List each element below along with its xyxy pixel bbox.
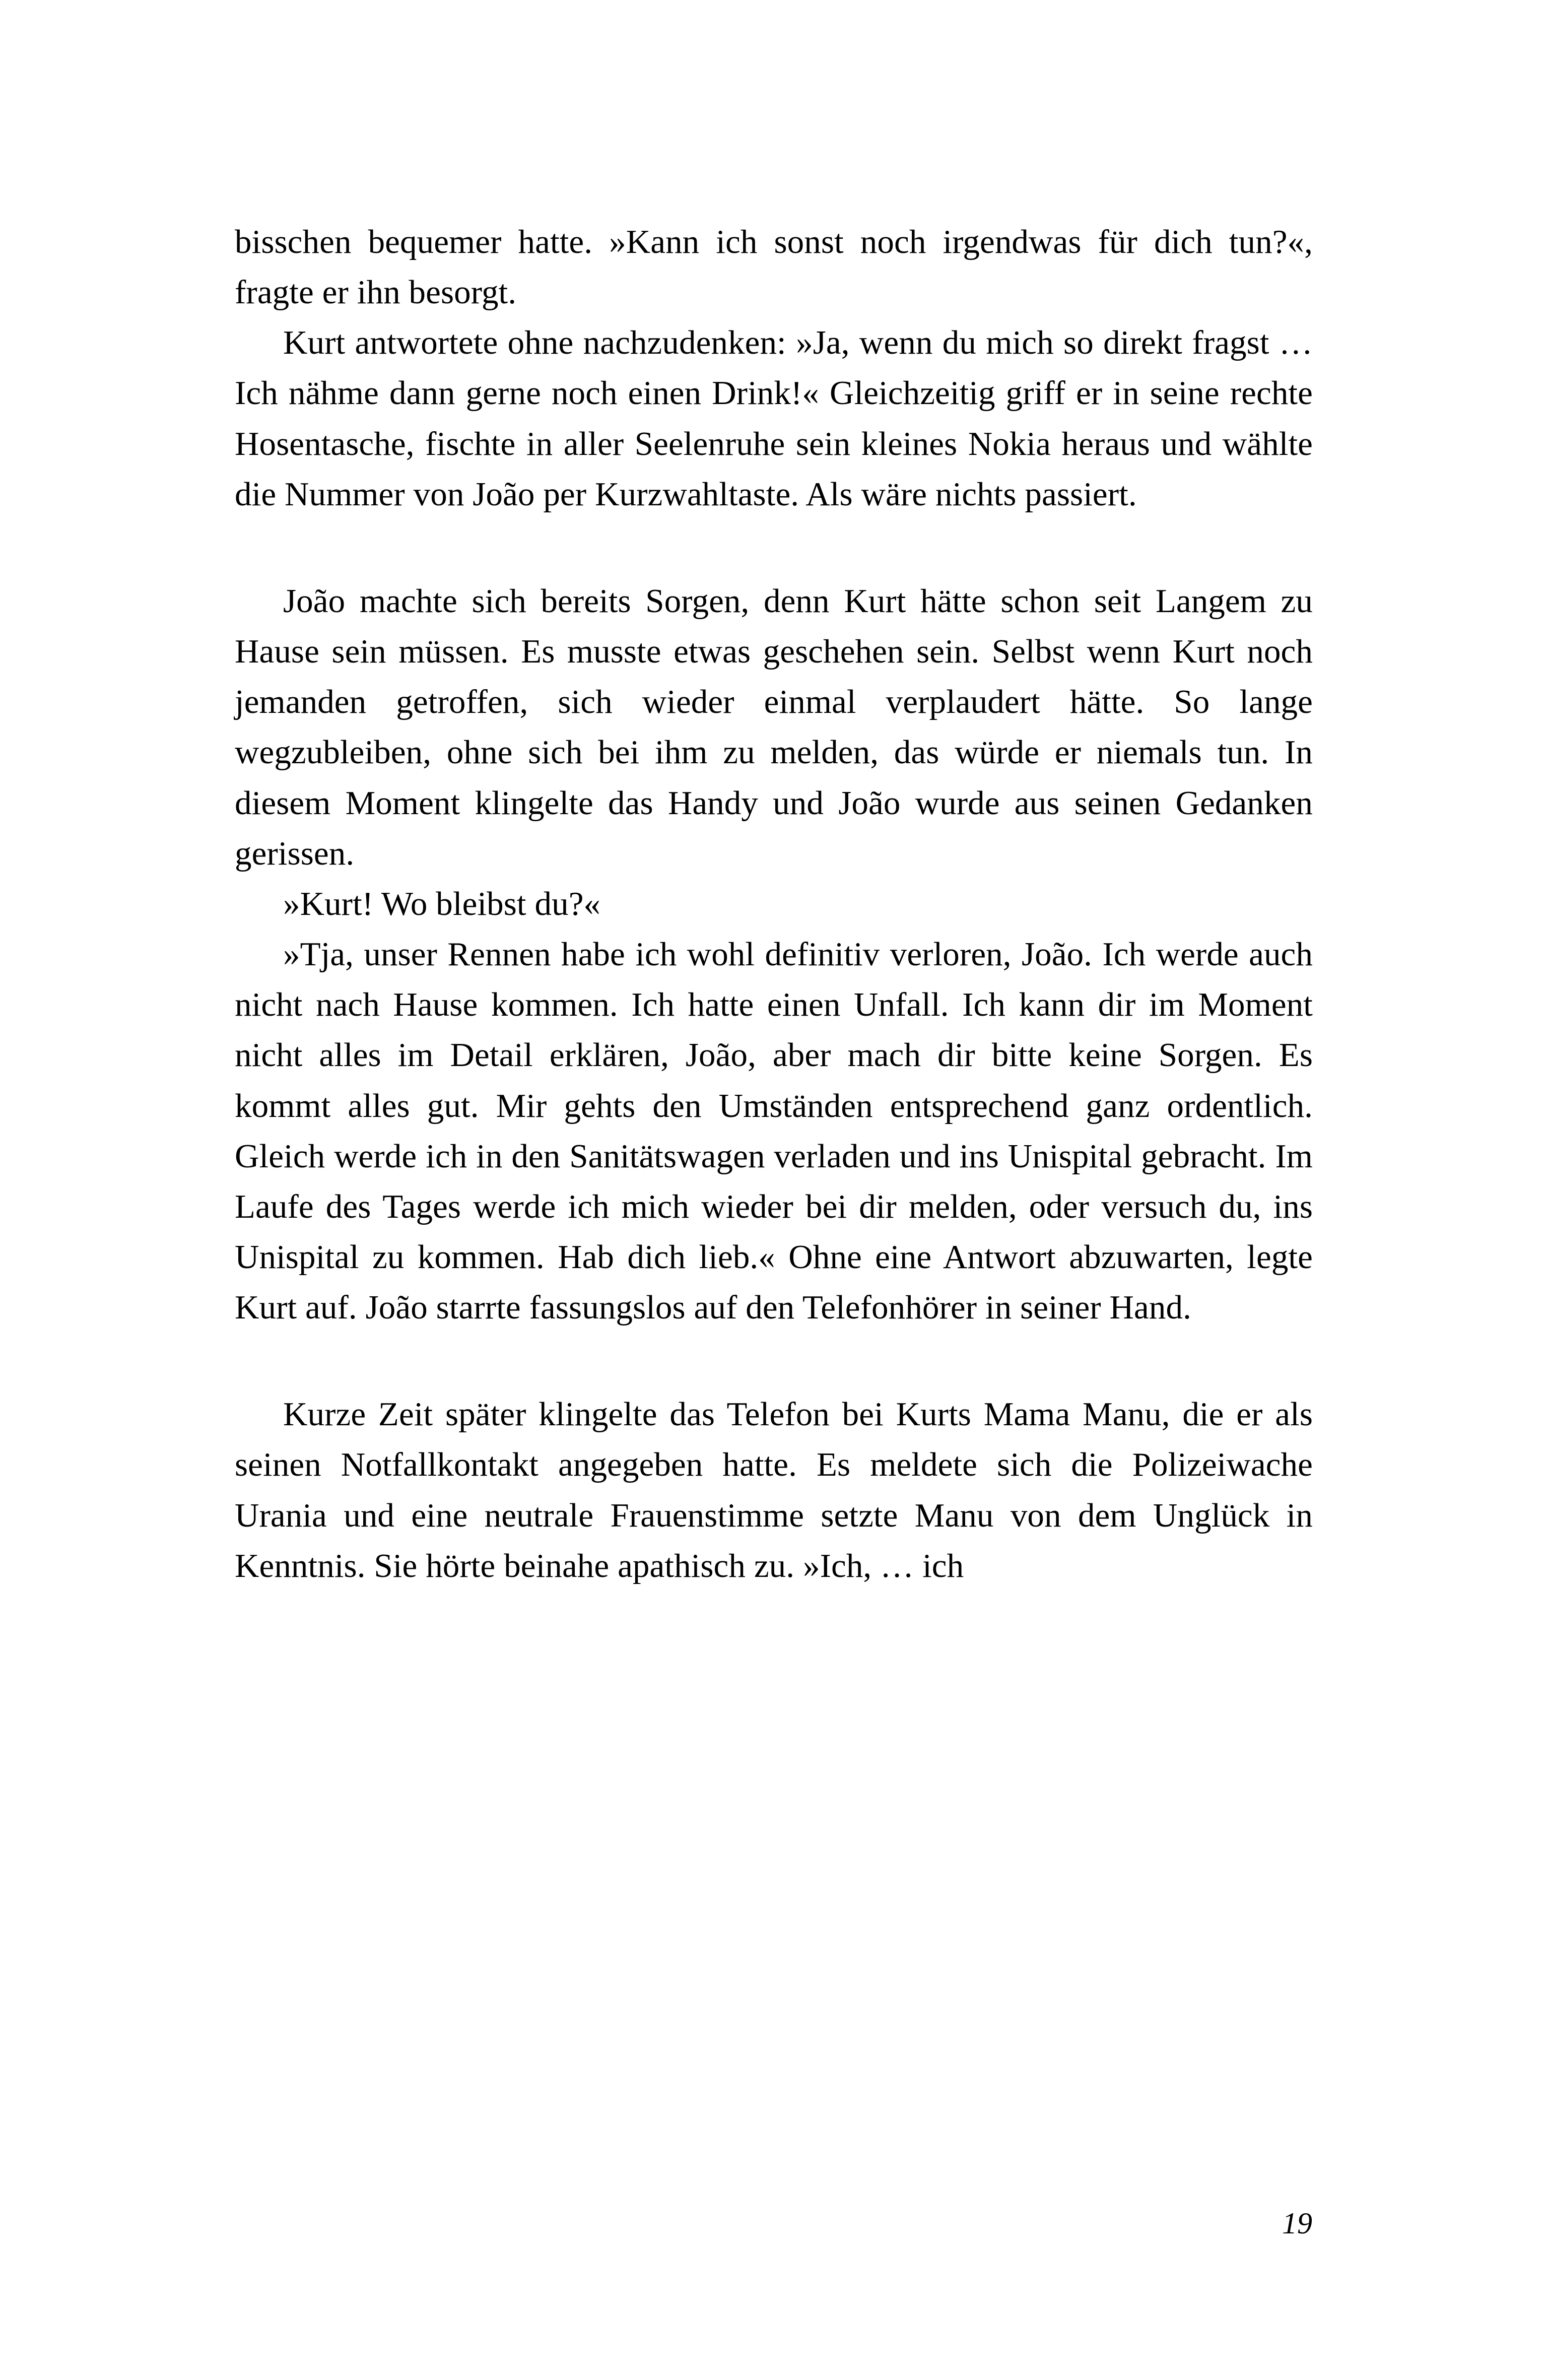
page-number: 19	[1282, 2207, 1312, 2240]
paragraph: bisschen bequemer hatte. »Kann ich sonst noch irgendwas für dich tun?«, fragte er ihn besorgt.	[235, 223, 1313, 311]
paragraph: Kurt antwortete ohne nachzudenken: »Ja, wenn du mich so direkt fragst … Ich nähme dann gerne noch einen Drink!« Gleichzeitig griff er in seine rechte Hosentasche, fischte in aller Seelenruhe sein kleines Nokia heraus und wählte die Nummer von João per Kurzwahltaste. Als wäre nichts passiert.	[235, 324, 1313, 513]
paragraph: Kurze Zeit später klingelte das Telefon bei Kurts Mama Manu, die er als seinen Notfallkontakt angegeben hatte. Es meldete sich die Polizeiwache Urania und eine neutrale Frauenstimme setzte Manu von dem Unglück in Kenntnis. Sie hörte beinahe apathisch zu. »Ich, … ich	[235, 1396, 1313, 1584]
paragraph: João machte sich bereits Sorgen, denn Kurt hätte schon seit Langem zu Hause sein müssen. Es musste etwas geschehen sein. Selbst wenn Kurt noch jemanden getroffen, sich wieder einmal verplaudert hätte. So lange wegzubleiben, ohne sich bei ihm zu melden, das würde er niemals tun. In diesem Moment klingelte das Handy und João wurde aus seinen Gedanken gerissen.	[235, 582, 1313, 872]
paragraph: »Kurt! Wo bleibst du?«	[283, 885, 601, 922]
paragraph: »Tja, unser Rennen habe ich wohl definitiv verloren, João. Ich werde auch nicht nach Hause kommen. Ich hatte einen Unfall. Ich kann dir im Moment nicht alles im Detail erklären, João, aber mach dir bitte keine Sorgen. Es kommt alles gut. Mir gehts den Umständen entsprechend ganz ordentlich. Gleich werde ich in den Sanitätswagen verladen und ins Unispital gebracht. Im Laufe des Tages werde ich mich wieder bei dir melden, oder versuch du, ins Unispital zu kommen. Hab dich lieb.« Ohne eine Antwort abzuwarten, legte Kurt auf. João starrte fassungslos auf den Telefonhörer in seiner Hand.	[235, 936, 1313, 1327]
body-text	[235, 217, 1313, 1591]
